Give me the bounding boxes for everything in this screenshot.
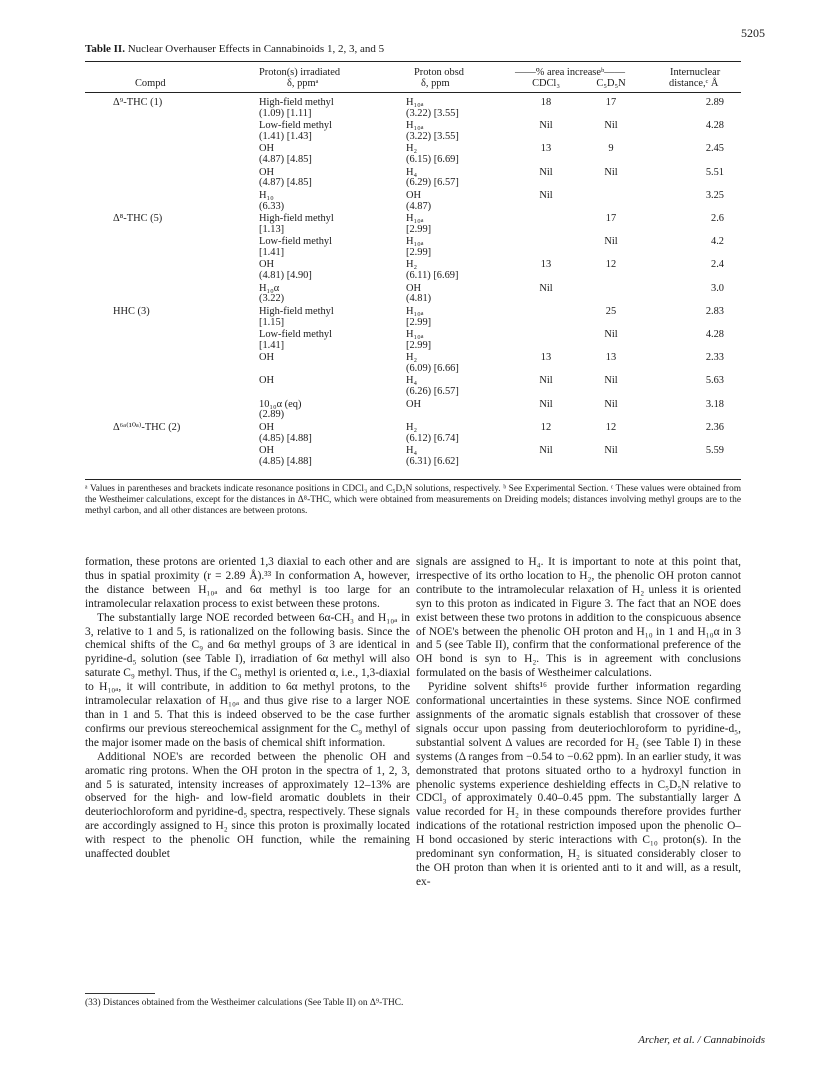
distance-cell-label: 3.0 [711, 282, 724, 294]
observed-cell-shift: [2.99] [406, 223, 432, 235]
cdcl3-cell-label: 18 [540, 97, 552, 108]
distance-cell-label: 4.28 [705, 329, 724, 340]
observed-cell [406, 98, 459, 120]
table-row [85, 376, 741, 398]
distance-cell-label: 3.25 [705, 189, 724, 201]
irradiated-cell [259, 330, 332, 352]
irradiated-cell-label: OH [259, 375, 275, 387]
header-irradiated-unit: δ, ppmᵃ [287, 78, 319, 89]
observed-cell-shift: [2.99] [406, 339, 432, 351]
distance-cell [690, 121, 724, 132]
irradiated-cell-label: OH [259, 259, 275, 271]
irradiated-cell-label: Low-field methyl [259, 329, 333, 340]
distance-cell-label: 2.33 [705, 352, 724, 364]
header-distance-unit: distance,ᶜ Å [669, 78, 719, 89]
paragraph: formation, these protons are oriented 1,3 diaxial to each other and are thus in spatial proximity (r = 2.89 Å).³³ In conformation A, however, the distance between H₁₀ₐ and 6α methyl is too large for an intramolecular relaxation process to exist between these protons. [85, 556, 410, 610]
cdcl3-cell-label: 13 [540, 352, 552, 364]
irradiated-cell-label: H₁₀α [259, 282, 280, 294]
distance-cell [690, 168, 724, 179]
table-caption [85, 43, 384, 55]
table-row [85, 260, 741, 282]
table-row [85, 144, 741, 166]
observed-cell-shift: (6.11) [6.69] [406, 270, 459, 282]
header-c5d5n: C₅D₅N [596, 78, 626, 89]
observed-cell [406, 214, 431, 236]
distance-cell [690, 446, 724, 457]
table-header-rule [85, 92, 741, 93]
c5d5n-cell [596, 376, 626, 387]
c5d5n-cell-label: Nil [604, 120, 618, 132]
compound-cell [113, 423, 180, 434]
header-distance: Internuclear [670, 67, 721, 78]
paragraph: Pyridine solvent shifts¹⁶ provide further information regarding conformational uncertainties in these systems. Since NOE confirmed assignments of the aromatic signals establish that crossover of these signals occur upon passing from deuteriochloroform to pyridine-d₅, substantial solvent Δ values are recorded for H₂ (see Table I) in these systems (Δ ranges from −0.54 to −0.62 ppm). In an earlier study, it was demonstrated that protons situated ortho to a hydroxyl function in phenolic systems experience deshielding effects in C₅D₅N relative to CDCl₃ of approximately 0.40–0.45 ppm. The substantially larger Δ value recorded for H₂ in these compounds therefore provides further indications of the rotational restriction imposed upon the phenolic O–H bond occasioned by steric interactions with C₁₀ proton(s). In the predominant syn conformation, H₂ is situated considerably closer to the OH proton than when it is oriented anti to it and will, as a result, ex- [416, 681, 741, 888]
c5d5n-cell-label: Nil [604, 375, 618, 387]
observed-cell-shift: (6.31) [6.62] [406, 455, 459, 467]
cdcl3-cell-label: Nil [539, 398, 553, 410]
distance-cell [690, 144, 724, 155]
irradiated-cell [259, 400, 301, 422]
irradiated-cell [259, 376, 274, 387]
irradiated-cell-shift: [1.13] [259, 223, 285, 235]
observed-cell-shift: [2.99] [406, 316, 432, 328]
table-body [85, 98, 741, 478]
table-row [85, 400, 741, 422]
irradiated-cell-label: OH [259, 166, 275, 178]
observed-cell-shift: (4.81) [406, 293, 432, 305]
irradiated-cell-shift: (4.87) [4.85] [259, 154, 312, 166]
observed-cell-label: H₂ [406, 421, 418, 433]
observed-cell-label: H₁₀ₐ [406, 329, 424, 340]
observed-cell-label: H₄ [406, 445, 418, 456]
irradiated-cell-label: H₁₀ [259, 189, 274, 201]
compound-cell-label: HHC (3) [113, 305, 150, 317]
irradiated-cell-shift: (2.89) [259, 409, 285, 421]
distance-cell [690, 423, 724, 434]
c5d5n-cell-label: Nil [604, 445, 618, 456]
footnote-rule [85, 993, 155, 994]
table-row [85, 214, 741, 236]
irradiated-cell-label: 10₁₀α (eq) [259, 398, 302, 410]
irradiated-cell [259, 284, 284, 306]
c5d5n-cell [596, 214, 626, 225]
observed-cell-label: H₁₀ₐ [406, 213, 424, 224]
irradiated-cell [259, 168, 312, 190]
irradiated-cell-shift: [1.41] [259, 339, 285, 351]
c5d5n-cell [596, 98, 626, 109]
right-column [416, 556, 741, 890]
table-label: Table II. [85, 43, 125, 55]
irradiated-cell-label: High-field methyl [259, 305, 334, 317]
irradiated-cell-shift: [1.15] [259, 316, 285, 328]
observed-cell [406, 307, 431, 329]
c5d5n-cell [596, 446, 626, 457]
observed-cell [406, 168, 459, 190]
compound-cell-label: Δ⁸-THC (5) [113, 213, 163, 224]
table-row [85, 121, 741, 143]
footnote-33: (33) Distances obtained from the Westheimer calculations (See Table II) on Δ⁹-THC. [85, 998, 404, 1008]
distance-cell [690, 400, 724, 411]
distance-cell [690, 284, 724, 295]
c5d5n-cell-label: 17 [605, 213, 617, 224]
irradiated-cell [259, 214, 334, 236]
header-compd: Compd [135, 78, 166, 89]
table-row [85, 330, 741, 352]
compound-cell [113, 214, 162, 225]
cdcl3-cell-label: Nil [539, 189, 553, 201]
c5d5n-cell-label: Nil [604, 166, 618, 178]
irradiated-cell [259, 260, 312, 282]
distance-cell [690, 376, 724, 387]
observed-cell-shift: (6.26) [6.57] [406, 386, 459, 398]
distance-cell-label: 5.51 [705, 166, 724, 178]
observed-cell-shift: (4.87) [406, 200, 432, 212]
compound-cell [113, 98, 162, 109]
irradiated-cell-label: High-field methyl [259, 97, 334, 108]
compound-cell [113, 307, 150, 318]
observed-cell-label: H₂ [406, 143, 418, 155]
observed-cell-label: OH [406, 398, 422, 410]
table-row [85, 237, 741, 259]
observed-cell-label: H₁₀ₐ [406, 97, 424, 108]
irradiated-cell-label: OH [259, 445, 275, 456]
observed-cell [406, 423, 459, 445]
c5d5n-cell [596, 144, 626, 155]
c5d5n-cell-label: Nil [604, 329, 618, 340]
c5d5n-cell-label: Nil [604, 236, 618, 248]
observed-cell-shift: (3.22) [3.55] [406, 130, 459, 142]
cdcl3-cell [531, 376, 561, 387]
observed-cell-shift: (6.29) [6.57] [406, 177, 459, 189]
compound-cell-label: Δ⁶ᵃ⁽¹⁰ᵃ⁾-THC (2) [113, 421, 181, 433]
c5d5n-cell [596, 237, 626, 248]
irradiated-cell-shift: (1.09) [1.11] [259, 107, 312, 119]
c5d5n-cell [596, 400, 626, 411]
table-row [85, 284, 741, 306]
irradiated-cell [259, 353, 274, 364]
table-row [85, 423, 741, 445]
distance-cell-label: 3.18 [705, 398, 724, 410]
table-bottom-rule [85, 479, 741, 480]
observed-cell-label: H₄ [406, 166, 418, 178]
table-row [85, 191, 741, 213]
irradiated-cell-shift: (6.33) [259, 200, 285, 212]
left-column [85, 556, 410, 862]
c5d5n-cell-label: 13 [605, 352, 617, 364]
header-cdcl3: CDCl₃ [532, 78, 560, 89]
header-irradiated: Proton(s) irradiated [259, 67, 341, 78]
c5d5n-cell [596, 121, 626, 132]
observed-cell-label: H₁₀ₐ [406, 236, 424, 248]
observed-cell [406, 260, 458, 282]
irradiated-cell [259, 144, 312, 166]
irradiated-cell-label: OH [259, 421, 275, 433]
c5d5n-cell [596, 330, 626, 341]
cdcl3-cell-label: 13 [540, 259, 552, 271]
table-row [85, 446, 741, 468]
observed-cell [406, 144, 459, 166]
cdcl3-cell [531, 353, 561, 364]
irradiated-cell-shift: (4.85) [4.88] [259, 432, 312, 444]
irradiated-cell-shift: (1.41) [1.43] [259, 130, 312, 142]
header-observed-unit: δ, ppm [421, 78, 450, 89]
observed-cell [406, 446, 459, 468]
irradiated-cell-label: Low-field methyl [259, 120, 333, 132]
distance-cell-label: 4.28 [705, 120, 724, 132]
distance-cell [690, 98, 724, 109]
cdcl3-cell [531, 121, 561, 132]
distance-cell [690, 191, 724, 202]
irradiated-cell [259, 307, 334, 329]
c5d5n-cell-label: 12 [605, 421, 617, 433]
compound-cell-label: Δ⁹-THC (1) [113, 97, 163, 108]
irradiated-cell [259, 446, 312, 468]
observed-cell [406, 330, 431, 352]
distance-cell [690, 307, 724, 318]
observed-cell [406, 121, 459, 143]
distance-cell [690, 353, 724, 364]
distance-cell-label: 5.63 [705, 375, 724, 387]
observed-cell-shift: (6.15) [6.69] [406, 154, 459, 166]
cdcl3-cell-label: Nil [539, 282, 553, 294]
observed-cell-label: H₄ [406, 375, 418, 387]
irradiated-cell [259, 98, 334, 120]
cdcl3-cell-label: Nil [539, 166, 553, 178]
distance-cell-label: 5.59 [705, 445, 724, 456]
observed-cell-shift: [2.99] [406, 246, 432, 258]
irradiated-cell-label: OH [259, 352, 275, 364]
observed-cell-label: H₁₀ₐ [406, 120, 424, 132]
c5d5n-cell [596, 260, 626, 271]
cdcl3-cell-label: Nil [539, 375, 553, 387]
page-number: 5205 [741, 26, 765, 40]
distance-cell-label: 2.6 [711, 213, 724, 224]
cdcl3-cell [531, 400, 561, 411]
cdcl3-cell-label: Nil [539, 445, 553, 456]
observed-cell-label: OH [406, 282, 422, 294]
distance-cell [690, 260, 724, 271]
c5d5n-cell-label: 25 [605, 305, 617, 317]
observed-cell [406, 284, 431, 306]
cdcl3-cell [531, 98, 561, 109]
cdcl3-cell-label: 13 [540, 143, 552, 155]
paragraph: signals are assigned to H₄. It is important to note at this point that, irrespective of its ortho location to H₂, the phenolic OH proton cannot contribute to the intramolecular relaxation of H₂ unless it is oriented syn to this proton as indicated in Figure 3. The fact that an NOE does exist between these two protons in addition to the conspicuous absence of NOE's between the phenolic OH proton and H₁₀ in 1 and H₁₀α in 3 and 5 (see Table II), confirm that the conformational preference of the OH bond is syn to H₂. This is in agreement with conclusions formulated on the basis of Westheimer calculations. [416, 556, 741, 680]
distance-cell [690, 214, 724, 225]
header-area-group: ——% area increaseᵇ—— [515, 67, 625, 78]
running-footer: Archer, et al. / Cannabinoids [638, 1034, 765, 1046]
irradiated-cell-label: OH [259, 143, 275, 155]
distance-cell [690, 237, 724, 248]
cdcl3-cell-label: 12 [540, 421, 552, 433]
paragraph: The substantially large NOE recorded between 6α-CH₃ and H₁₀ₐ in 3, relative to 1 and 5, is rationalized on the following basis. Since the chemical shifts of the C₉ and 6α methyl groups of 3 are identical in pyridine-d₅ solution (see Table I), irradiation of 6α methyl will also saturate C₉ methyl. Thus, if the C₉ methyl is oriented α, i.e., 1,3-diaxial to H₁₀ₐ, it will contribute, in addition to 6α methyl protons, to the intramolecular relaxation of H₁₀ₐ and thus give rise to a larger NOE than in 1 and 5. That this is indeed observed to be the case further confirms our previous stereochemical assignment for the C₉ methyl of the major isomer made on the basis of chemical shift information. [85, 611, 410, 749]
table-title: Nuclear Overhauser Effects in Cannabinoids 1, 2, 3, and 5 [127, 43, 385, 55]
c5d5n-cell-label: 9 [608, 143, 614, 155]
distance-cell-label: 2.45 [705, 143, 724, 155]
c5d5n-cell-label: Nil [604, 398, 618, 410]
table-footnote: ᵃ Values in parentheses and brackets indicate resonance positions in CDCl₃ and C₅D₅N solutions, respectively. ᵇ See Experimental Section. ᶜ These values were obtained from the Westheimer calculations, except for the distances in Δ⁸-THC, which were obtained from measurements on Dreiding models; distances involving methyl groups are to the methyl carbon, and all other distances are between protons. [85, 484, 741, 516]
irradiated-cell-shift: (4.87) [4.85] [259, 177, 312, 189]
cdcl3-cell [531, 191, 561, 202]
table-row [85, 98, 741, 120]
irradiated-cell-shift: [1.41] [259, 246, 285, 258]
cdcl3-cell [531, 284, 561, 295]
irradiated-cell [259, 121, 332, 143]
observed-cell-shift: (6.12) [6.74] [406, 432, 459, 444]
c5d5n-cell [596, 423, 626, 434]
c5d5n-cell [596, 307, 626, 318]
distance-cell-label: 2.36 [705, 421, 724, 433]
table-top-rule [85, 61, 741, 62]
observed-cell-label: H₂ [406, 352, 418, 364]
distance-cell [690, 330, 724, 341]
cdcl3-cell [531, 423, 561, 434]
observed-cell [406, 400, 421, 411]
c5d5n-cell-label: 12 [605, 259, 617, 271]
cdcl3-cell [531, 144, 561, 155]
irradiated-cell [259, 237, 332, 259]
distance-cell-label: 2.4 [711, 259, 724, 271]
observed-cell [406, 376, 459, 398]
irradiated-cell-label: Low-field methyl [259, 236, 333, 248]
observed-cell-shift: (3.22) [3.55] [406, 107, 459, 119]
distance-cell-label: 2.83 [705, 305, 724, 317]
cdcl3-cell [531, 168, 561, 179]
distance-cell-label: 2.89 [705, 97, 724, 108]
c5d5n-cell [596, 353, 626, 364]
header-observed: Proton obsd [414, 67, 464, 78]
cdcl3-cell [531, 446, 561, 457]
irradiated-cell-shift: (4.85) [4.88] [259, 455, 312, 467]
observed-cell-shift: (6.09) [6.66] [406, 362, 459, 374]
observed-cell [406, 237, 431, 259]
observed-cell-label: H₂ [406, 259, 418, 271]
irradiated-cell-shift: (3.22) [259, 293, 285, 305]
cdcl3-cell [531, 260, 561, 271]
table-row [85, 353, 741, 375]
irradiated-cell-label: High-field methyl [259, 213, 334, 224]
cdcl3-cell-label: Nil [539, 120, 553, 132]
c5d5n-cell [596, 168, 626, 179]
distance-cell-label: 4.2 [711, 236, 724, 248]
observed-cell-label: H₁₀ₐ [406, 305, 424, 317]
irradiated-cell [259, 423, 312, 445]
paragraph: Additional NOE's are recorded between the phenolic OH and aromatic ring protons. When the OH proton in the spectra of 1, 2, 3, and 5 is saturated, intensity increases of approximately 12–13% are observed for the high- and low-field aromatic doublets in their deuteriochloroform and pyridine-d₅ spectra, respectively. These signals are accordingly assigned to H₂ since this proton is proximally located with respect to the phenolic OH function, while the remaining unaffected doublet [85, 750, 410, 861]
observed-cell [406, 353, 459, 375]
table-row [85, 168, 741, 190]
observed-cell [406, 191, 431, 213]
irradiated-cell-shift: (4.81) [4.90] [259, 270, 312, 282]
table-row [85, 307, 741, 329]
c5d5n-cell-label: 17 [605, 97, 617, 108]
observed-cell-label: OH [406, 189, 422, 201]
irradiated-cell [259, 191, 284, 213]
